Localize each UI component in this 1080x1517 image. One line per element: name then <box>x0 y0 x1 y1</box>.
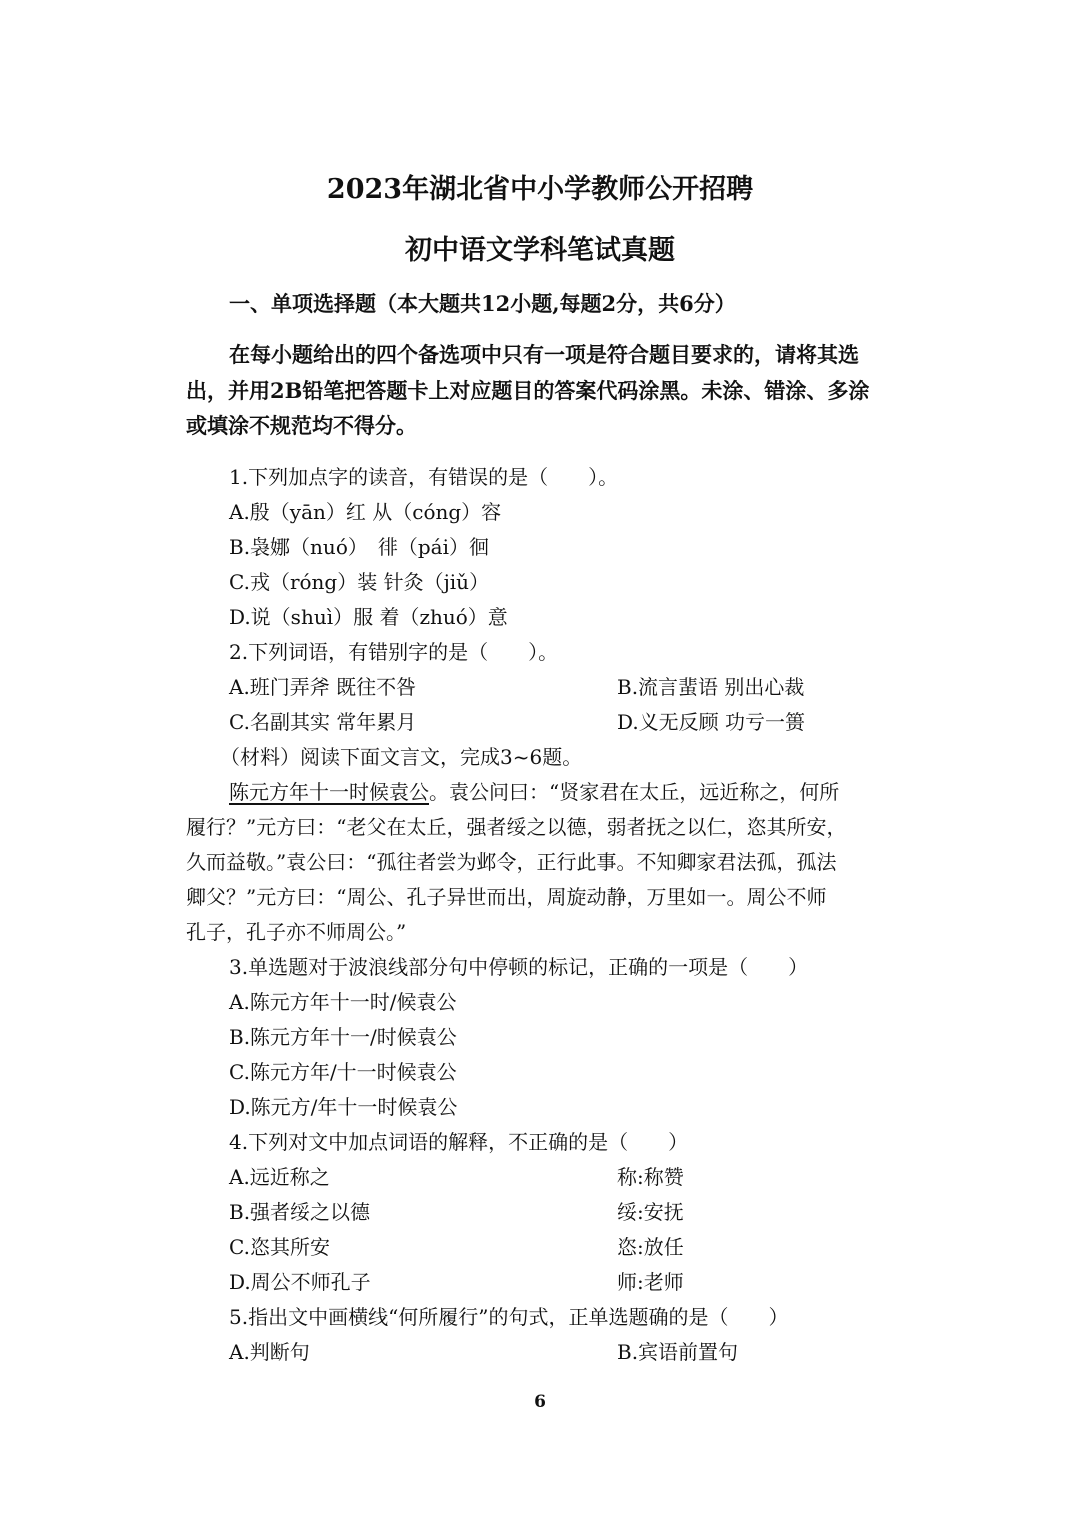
q1-option-d: D.说（shuì）服 着（zhuó）意 <box>229 605 508 629</box>
q4-option-b-gloss: 绥:安抚 <box>617 1200 684 1224</box>
passage-line-3: 久而益敬。”袁公曰：“孤往者尝为邺令，正行此事。不知卿家君法孤，孤法 <box>186 850 837 874</box>
page-number: 6 <box>534 1392 546 1412</box>
q5-option-a: A.判断句 <box>229 1340 310 1364</box>
instruction-line-1: 在每小题给出的四个备选项中只有一项是符合题目要求的，请将其选 <box>229 342 859 367</box>
q4-option-a-gloss: 称:称赞 <box>617 1165 684 1189</box>
instruction-line-3: 或填涂不规范均不得分。 <box>186 413 417 438</box>
q4-option-d: D.周公不师孔子 <box>229 1270 371 1294</box>
passage-line-1-rest: 。袁公问曰：“贤家君在太丘，远近称之，何所 <box>429 780 840 804</box>
passage-line-1 <box>229 777 839 807</box>
q1-option-c: C.戎（róng）装 针灸（jiǔ） <box>229 570 490 594</box>
q2-option-c: C.名副其实 常年累月 <box>229 710 417 734</box>
q3-option-c: C.陈元方年/十一时候袁公 <box>229 1060 457 1084</box>
passage-line-4: 卿父？”元方曰：“周公、孔子异世而出，周旋动静，万里如一。周公不师 <box>186 885 827 909</box>
q3-option-d: D.陈元方/年十一时候袁公 <box>229 1095 458 1119</box>
q1-option-b: B.袅娜（nuó） 徘（pái）徊 <box>229 535 489 559</box>
title-line-1: 2023年湖北省中小学教师公开招聘 <box>326 174 754 205</box>
q4-option-d-gloss: 师:老师 <box>617 1270 684 1294</box>
q2-option-a: A.班门弄斧 既往不咎 <box>229 675 417 699</box>
q4-option-c: C.恣其所安 <box>229 1235 330 1259</box>
section-heading: 一、单项选择题（本大题共12小题,每题2分，共6分） <box>229 291 736 316</box>
q5-stem: 5.指出文中画横线“何所履行”的句式，正单选题确的是（ ） <box>229 1305 789 1329</box>
q1-option-a: A.殷（yān）红 从（cóng）容 <box>229 500 502 524</box>
q4-option-b: B.强者绥之以德 <box>229 1200 371 1224</box>
passage-line-5: 孔子，孔子亦不师周公。” <box>186 920 407 944</box>
q4-option-a: A.远近称之 <box>229 1165 330 1189</box>
q2-option-d: D.义无反顾 功亏一篑 <box>617 710 806 734</box>
q3-stem: 3.单选题对于波浪线部分句中停顿的标记，正确的一项是（ ） <box>229 955 809 979</box>
q5-option-b: B.宾语前置句 <box>617 1340 739 1364</box>
passage-line-2: 履行？”元方曰：“老父在太丘，强者绥之以德，弱者抚之以仁，恣其所安， <box>186 815 847 839</box>
q3-option-b: B.陈元方年十一/时候袁公 <box>229 1025 457 1049</box>
instruction-line-2: 出，并用2B铅笔把答题卡上对应题目的答案代码涂黑。未涂、错涂、多涂 <box>186 378 870 403</box>
q4-stem: 4.下列对文中加点词语的解释，不正确的是（ ） <box>229 1130 689 1154</box>
q3-option-a: A.陈元方年十一时/候袁公 <box>229 990 457 1014</box>
title-line-2: 初中语文学科笔试真题 <box>405 235 675 266</box>
q2-option-b: B.流言蜚语 别出心裁 <box>617 675 805 699</box>
q1-stem: 1.下列加点字的读音，有错误的是（ ）。 <box>229 465 619 489</box>
q4-option-c-gloss: 恣:放任 <box>617 1235 684 1259</box>
q2-stem: 2.下列词语，有错别字的是（ ）。 <box>229 640 559 664</box>
material-intro: （材料）阅读下面文言文，完成3~6题。 <box>220 745 583 769</box>
passage-underlined: 陈元方年十一时候袁公 <box>229 780 429 804</box>
